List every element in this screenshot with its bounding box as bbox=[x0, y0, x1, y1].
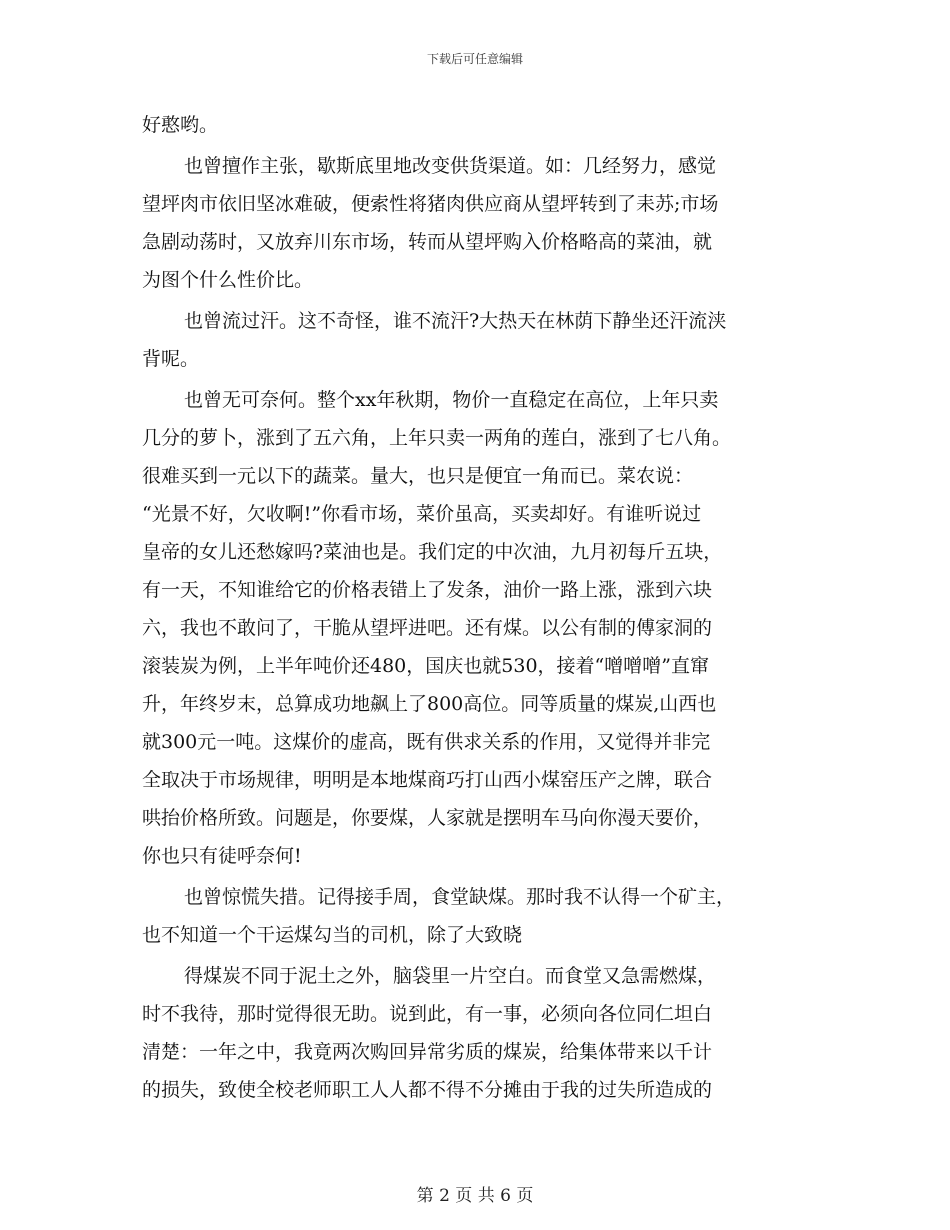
text-line: 也曾流过汗。这不奇怪，谁不流汗?大热天在林荫下静坐还汗流浃 bbox=[184, 310, 727, 332]
text-line: 就300元一吨。这煤价的虚高，既有供求关系的作用，又觉得并非完 bbox=[142, 731, 711, 753]
text-line: 得煤炭不同于泥土之外，脑袋里一片空白。而食堂又急需燃煤， bbox=[184, 965, 717, 987]
text-line: 几分的萝卜，涨到了五六角，上年只卖一两角的莲白，涨到了七八角。 bbox=[142, 427, 732, 449]
text-line: 为图个什么性价比。 bbox=[142, 269, 314, 291]
document-body bbox=[142, 106, 822, 1112]
page-footer: 第 2 页 共 6 页 bbox=[416, 1186, 534, 1206]
text-line: 六，我也不敢问了，干脆从望坪进吧。还有煤。以公有制的傅家洞的 bbox=[142, 617, 713, 639]
text-line: 的损失，致使全校老师职工人人都不得不分摊由于我的过失所造成的 bbox=[142, 1079, 713, 1101]
text-line: 时不我待，那时觉得很无助。说到此，有一事，必须向各位同仁坦白 bbox=[142, 1003, 713, 1025]
text-line: 你也只有徒呼奈何! bbox=[142, 845, 302, 867]
text-line: 也曾擅作主张，歇斯底里地改变供货渠道。如：几经努力，感觉 bbox=[184, 155, 717, 177]
paragraph bbox=[142, 147, 822, 299]
text-line: 清楚：一年之中，我竟两次购回异常劣质的煤炭，给集体带来以千计 bbox=[142, 1041, 713, 1063]
paragraph bbox=[142, 381, 822, 875]
text-line: “光景不好，欠收啊!”你看市场，菜价虽高，买卖却好。有谁听说过 bbox=[142, 503, 702, 525]
text-line: 全取决于市场规律，明明是本地煤商巧打山西小煤窑压产之牌，联合 bbox=[142, 769, 713, 791]
paragraph bbox=[142, 106, 822, 144]
text-line: 哄抬价格所致。问题是，你要煤，人家就是摆明车马向你漫天要价， bbox=[142, 807, 713, 829]
paragraph bbox=[142, 957, 822, 1109]
paragraph bbox=[142, 878, 822, 954]
text-line: 也曾惊慌失措。记得接手周，食堂缺煤。那时我不认得一个矿主， bbox=[184, 886, 736, 908]
text-line: 皇帝的女儿还愁嫁吗?菜油也是。我们定的中次油，九月初每斤五块， bbox=[142, 541, 723, 563]
text-line: 滚装炭为例，上半年吨价还480，国庆也就530，接着“噌噌噌”直窜 bbox=[142, 655, 709, 677]
text-line: 有一天，不知谁给它的价格表错上了发条，油价一路上涨，涨到六块 bbox=[142, 579, 713, 601]
text-line: 升，年终岁末，总算成功地飙上了800高位。同等质量的煤炭,山西也 bbox=[142, 693, 717, 715]
text-line: 也不知道一个干运煤勾当的司机，除了大致晓 bbox=[142, 924, 523, 946]
page-header: 下载后可任意编辑 bbox=[426, 52, 523, 66]
text-line: 好憨哟。 bbox=[142, 114, 219, 136]
text-line: 急剧动荡时，又放弃川东市场，转而从望坪购入价格略高的菜油，就 bbox=[142, 231, 713, 253]
text-line: 很难买到一元以下的蔬菜。量大，也只是便宜一角而已。菜农说： bbox=[142, 465, 694, 487]
text-line: 望坪肉市依旧坚冰难破，便索性将猪肉供应商从望坪转到了耒苏;市场 bbox=[142, 193, 719, 215]
paragraph bbox=[142, 302, 822, 378]
text-line: 也曾无可奈何。整个xx年秋期，物价一直稳定在高位，上年只卖 bbox=[184, 389, 719, 411]
text-line: 背呢。 bbox=[142, 348, 200, 370]
